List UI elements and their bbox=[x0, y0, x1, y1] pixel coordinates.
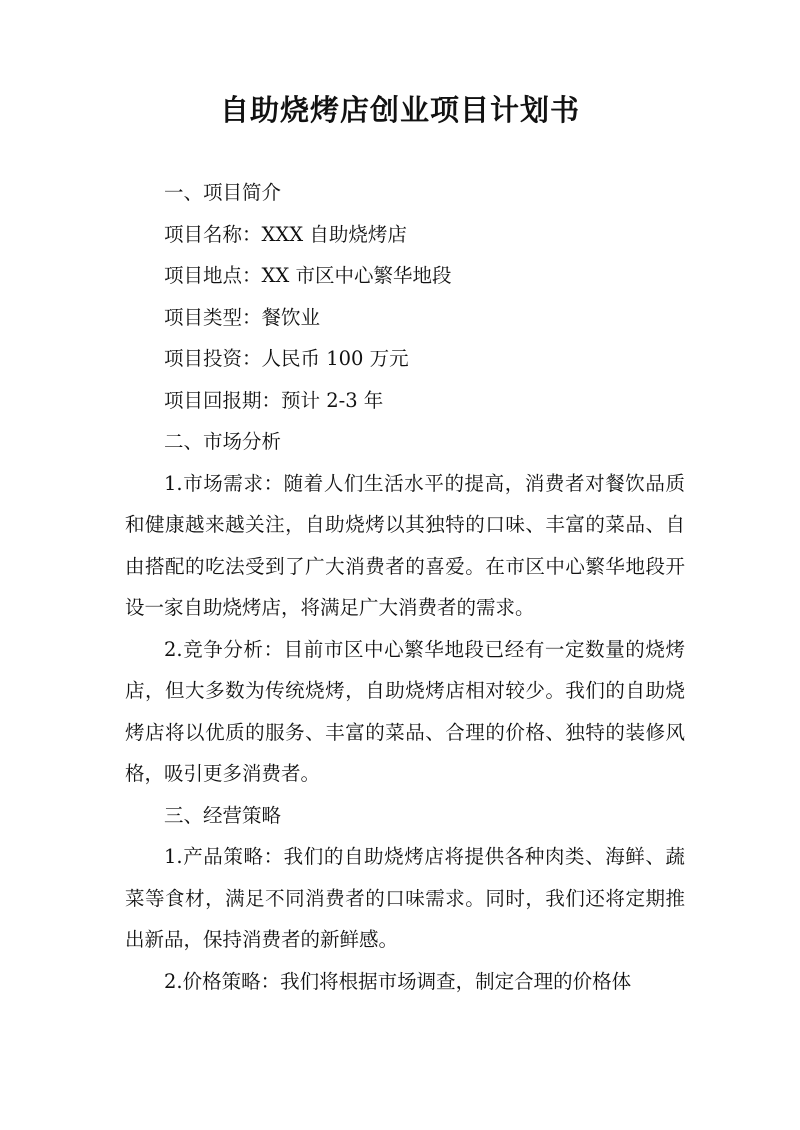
project-type-line: 项目类型：餐饮业 bbox=[164, 305, 321, 329]
project-location-line: 项目地点：XX 市区中心繁华地段 bbox=[164, 264, 452, 287]
price-strategy-paragraph: 2.价格策略：我们将根据市场调查，制定合理的价格体 bbox=[164, 969, 632, 993]
section-heading-intro: 一、项目简介 bbox=[164, 181, 282, 204]
section-heading-market: 二、市场分析 bbox=[164, 430, 282, 453]
product-strategy-paragraph: 1.产品策略：我们的自助烧烤店将提供各种肉类、海鲜、蔬菜等食材，满足不同消费者的口味需求。同时，我们还将定期推出新品，保持消费者的新鲜感。 bbox=[125, 845, 685, 951]
market-demand-paragraph: 1.市场需求：随着人们生活水平的提高，消费者对餐饮品质和健康越来越关注，自助烧烤以其独特的口味、丰富的菜品、自由搭配的吃法受到了广大消费者的喜爱。在市区中心繁华地段开设一家自助烧烤店，将满足广大消费者的需求。 bbox=[125, 471, 685, 619]
project-name-line: 项目名称：XXX 自助烧烤店 bbox=[164, 222, 407, 246]
competition-paragraph: 2.竞争分析：目前市区中心繁华地段已经有一定数量的烧烤店，但大多数为传统烧烤，自助烧烤店相对较少。我们的自助烧烤店将以优质的服务、丰富的菜品、合理的价格、独特的装修风格，吸引更多消费者。 bbox=[125, 637, 685, 785]
document-body bbox=[125, 172, 685, 1002]
project-payback-line: 项目回报期：预计 2-3 年 bbox=[164, 388, 384, 412]
project-investment-line: 项目投资：人民币 100 万元 bbox=[164, 347, 409, 370]
section-heading-strategy: 三、经营策略 bbox=[164, 803, 282, 827]
document-title: 自助烧烤店创业项目计划书 bbox=[219, 93, 580, 127]
